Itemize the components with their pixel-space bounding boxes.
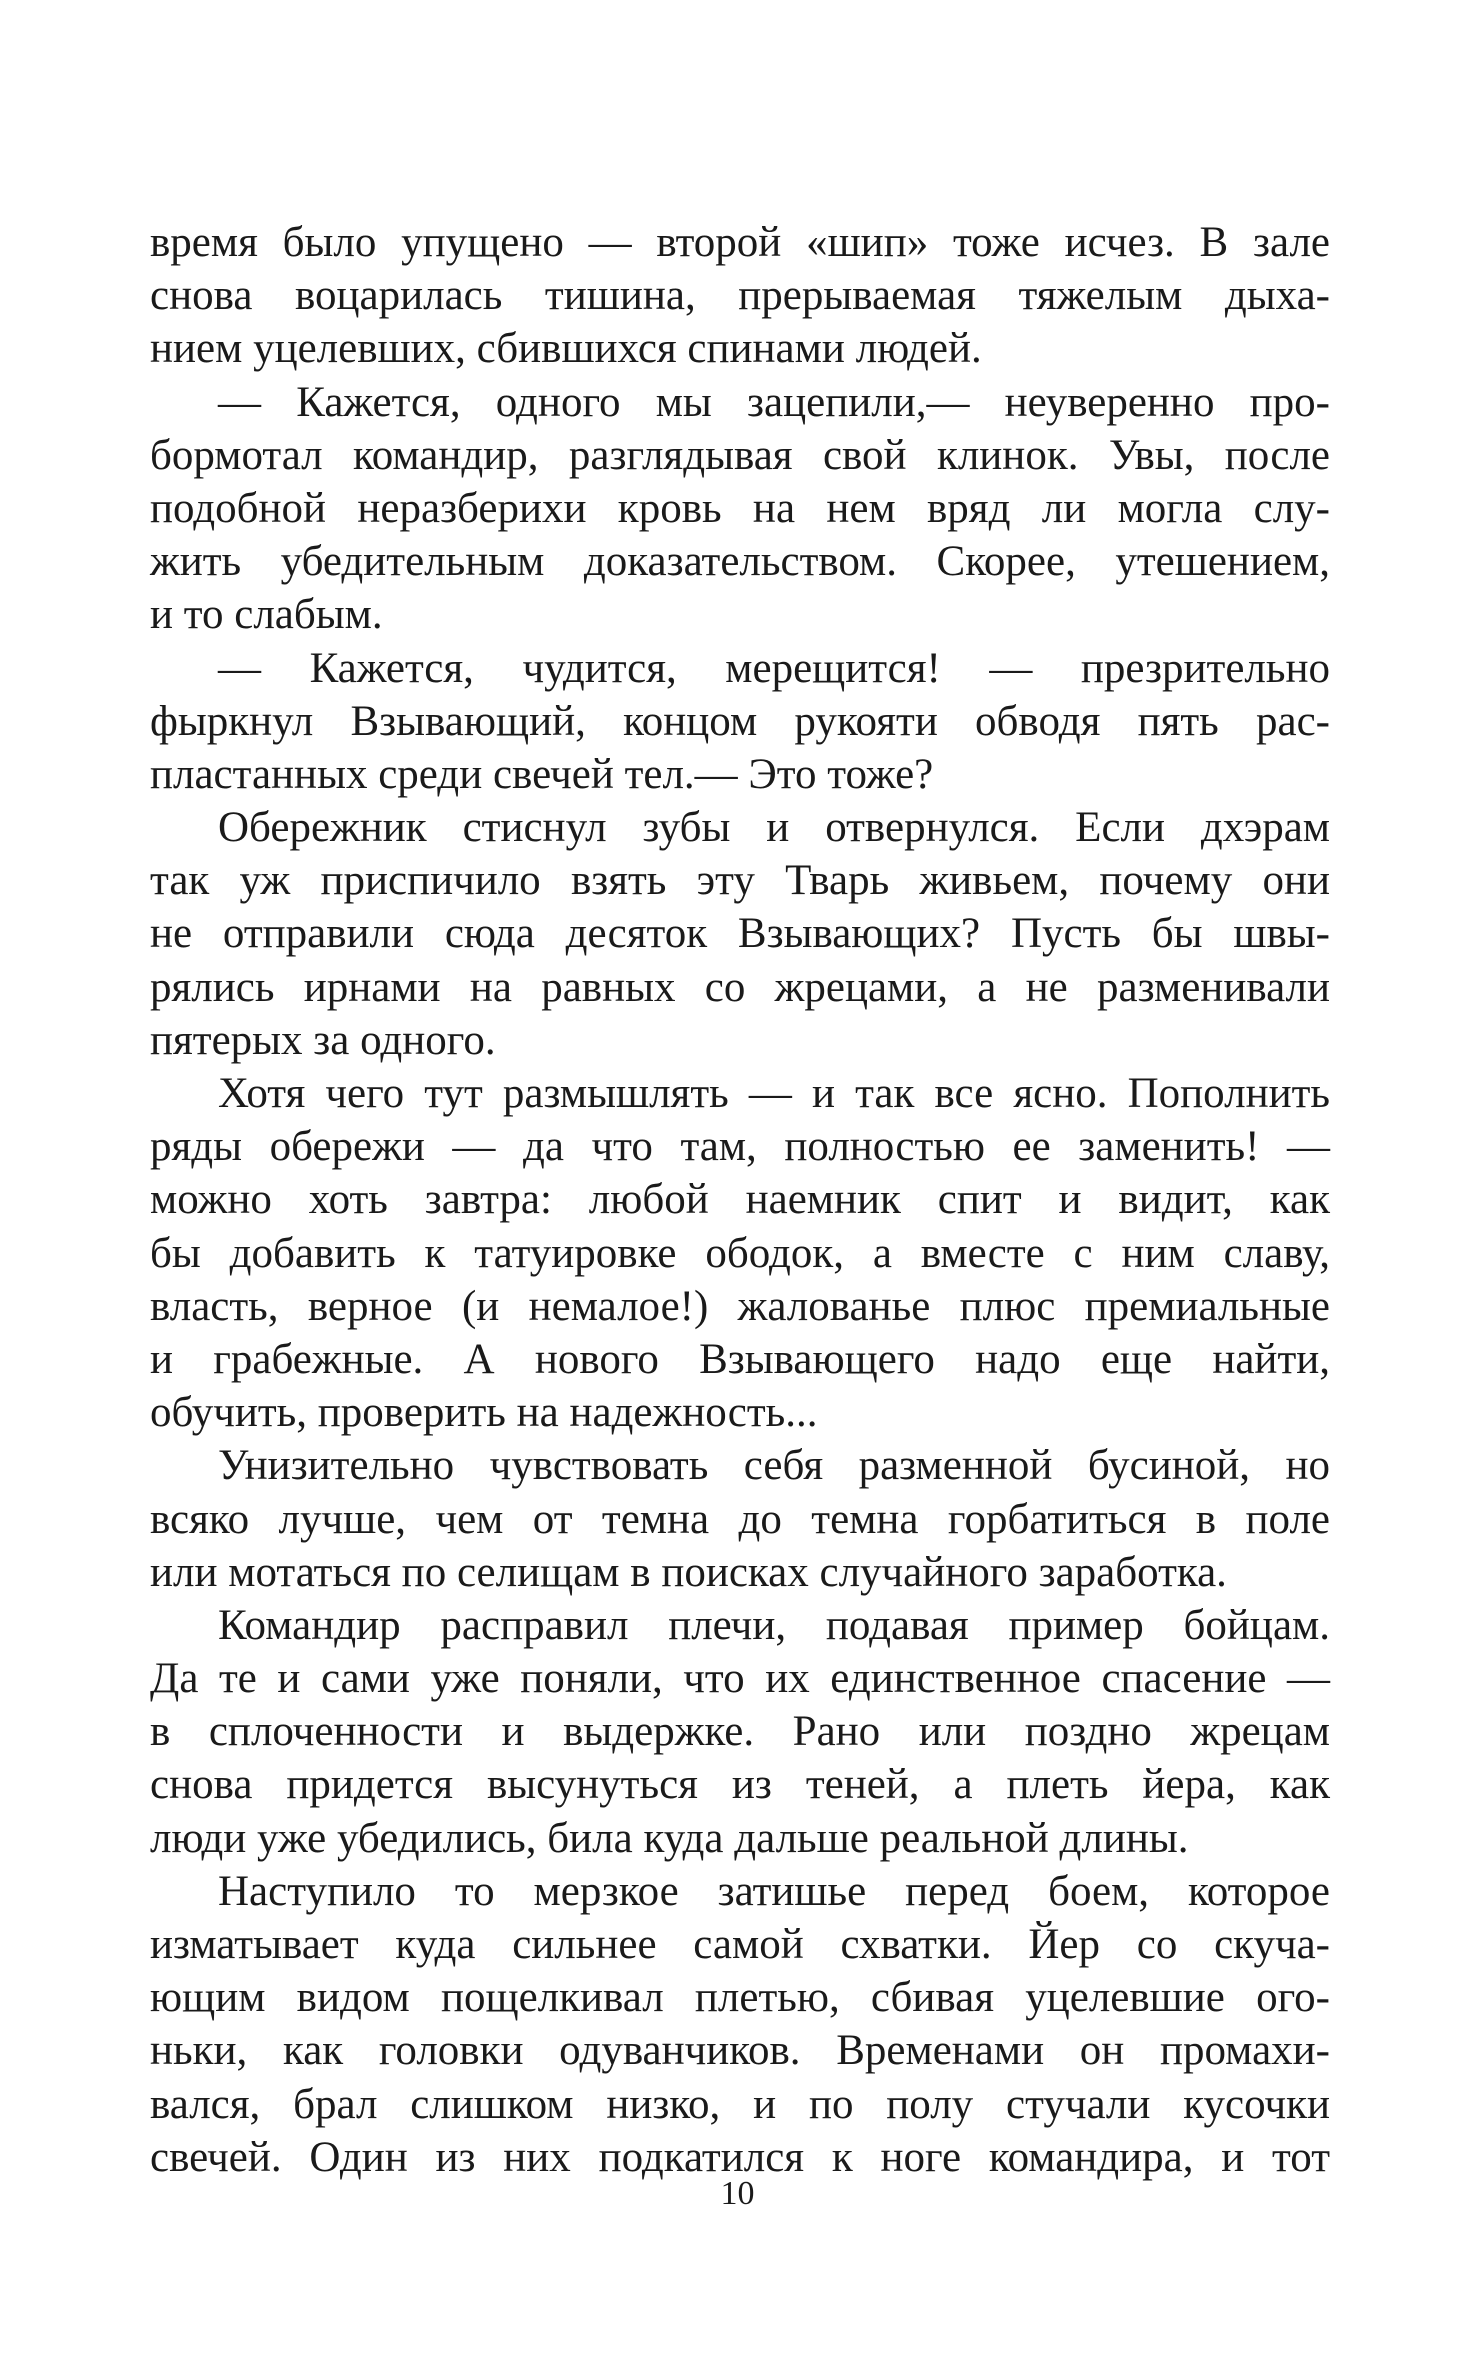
text-line: Командир расправил плечи, подавая пример бойцам. bbox=[218, 1601, 1330, 1649]
text-line: ряды обережи — да что там, полностью ее заменить! — bbox=[150, 1123, 1330, 1171]
text-line: снова воцарилась тишина, прерываемая тяжелым дыха- bbox=[150, 272, 1330, 320]
text-line: Унизительно чувствовать себя разменной бусиной, но bbox=[218, 1442, 1330, 1490]
text-line: или мотаться по селищам в поисках случайного заработка. bbox=[150, 1548, 1227, 1596]
text-line: можно хоть завтра: любой наемник спит и видит, как bbox=[150, 1176, 1330, 1224]
text-line: Наступило то мерзкое затишье перед боем, которое bbox=[218, 1867, 1330, 1915]
text-line: снова придется высунуться из теней, а плеть йера, как bbox=[150, 1761, 1330, 1809]
text-line: пластанных среди свечей тел.— Это тоже? bbox=[150, 750, 934, 798]
text-line: ньки, как головки одуванчиков. Временами он промахи- bbox=[150, 2027, 1330, 2075]
text-line: и то слабым. bbox=[150, 591, 383, 639]
page-number: 10 bbox=[720, 2175, 755, 2212]
text-line: Обережник стиснул зубы и отвернулся. Если дхэрам bbox=[218, 804, 1330, 852]
text-line: рялись ирнами на равных со жрецами, а не разменивали bbox=[150, 963, 1330, 1011]
text-line: обучить, проверить на надежность... bbox=[150, 1389, 818, 1437]
text-line: Да те и сами уже поняли, что их единственное спасение — bbox=[150, 1655, 1330, 1703]
text-line: — Кажется, одного мы зацепили,— неуверенно про- bbox=[218, 378, 1330, 426]
text-line: бормотал командир, разглядывая свой клинок. Увы, после bbox=[150, 431, 1330, 479]
text-line: жить убедительным доказательством. Скорее, утешением, bbox=[150, 538, 1330, 586]
text-line: всяко лучше, чем от темна до темна горбатиться в поле bbox=[150, 1495, 1330, 1543]
text-line: — Кажется, чудится, мерещится! — презрительно bbox=[218, 644, 1330, 692]
text-line: Хотя чего тут размышлять — и так все ясно. Пополнить bbox=[218, 1070, 1330, 1117]
text-line: изматывает куда сильнее самой схватки. Йер со скуча- bbox=[150, 1921, 1330, 1968]
text-line: не отправили сюда десяток Взывающих? Пусть бы швы- bbox=[150, 910, 1330, 958]
body-text bbox=[150, 216, 1330, 2184]
text-line: бы добавить к татуировке ободок, а вместе с ним славу, bbox=[150, 1229, 1330, 1277]
text-line: в сплоченности и выдержке. Рано или поздно жрецам bbox=[150, 1708, 1330, 1756]
text-line: и грабежные. А нового Взывающего надо еще найти, bbox=[150, 1335, 1330, 1383]
text-line: вался, брал слишком низко, и по полу стучали кусочки bbox=[150, 2080, 1330, 2128]
text-line: фыркнул Взывающий, концом рукояти обводя пять рас- bbox=[150, 697, 1330, 745]
text-line: свечей. Один из них подкатился к ноге командира, и тот bbox=[150, 2133, 1330, 2181]
text-line: власть, верное (и немалое!) жалованье плюс премиальные bbox=[150, 1282, 1330, 1330]
text-line: нием уцелевших, сбившихся спинами людей. bbox=[150, 325, 982, 373]
text-line: люди уже убедились, била куда дальше реальной длины. bbox=[150, 1814, 1189, 1862]
text-line: так уж приспичило взять эту Тварь живьем, почему они bbox=[150, 857, 1330, 905]
text-line: подобной неразберихи кровь на нем вряд ли могла слу- bbox=[150, 484, 1330, 532]
text-line: время было упущено — второй «шип» тоже исчез. В зале bbox=[150, 219, 1330, 266]
text-line: пятерых за одного. bbox=[150, 1016, 496, 1064]
text-line: ющим видом пощелкивал плетью, сбивая уцелевшие ого- bbox=[150, 1974, 1330, 2022]
